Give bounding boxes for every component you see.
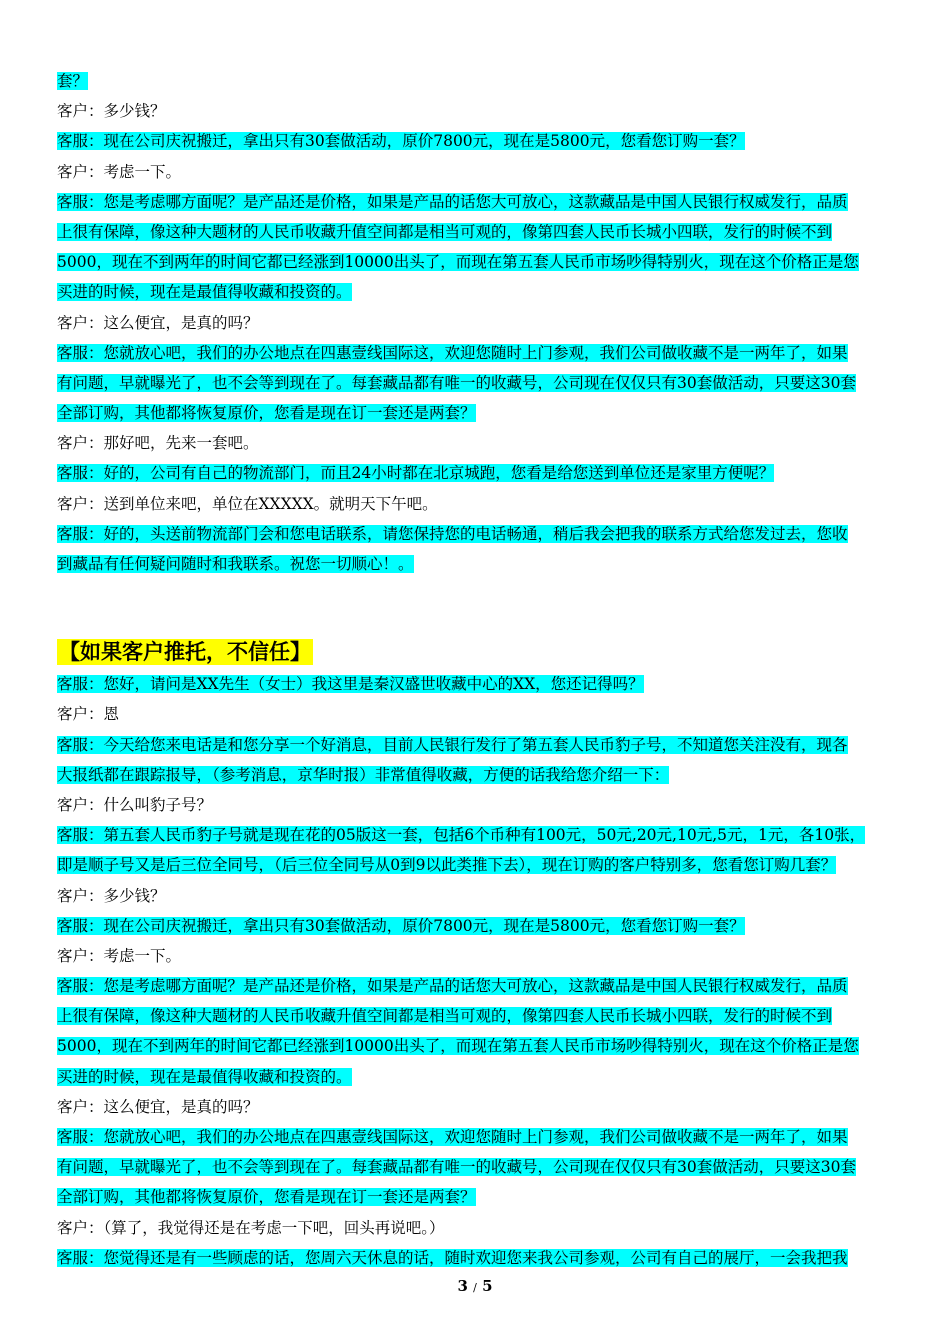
- service-line: [57, 669, 895, 699]
- line-text: 上很有保障，像这种大题材的人民币收藏升值空间都是相当可观的，像第四套人民币长城小四联，发行的时候不到: [57, 222, 833, 241]
- section-gap: [57, 579, 895, 637]
- line-text: 到藏品有任何疑问随时和我联系。祝您一切顺心！。: [57, 555, 414, 573]
- line-text: 客服：您是考虑哪方面呢？是产品还是价格，如果是产品的话您大可放心，这款藏品是中国人民银行权威发行，品质: [57, 977, 848, 996]
- line-text: 5000，现在不到两年的时间它都已经涨到10000出头了，而现在第五套人民币市场吵得特别火，现在这个价格正是您: [57, 1037, 859, 1056]
- line-text: 客服：现在公司庆祝搬迁，拿出只有30套做活动，原价7800元，现在是5800元，您看您订购一套？: [57, 916, 745, 935]
- customer-line: [57, 881, 895, 911]
- line-text: 客户：恩: [57, 705, 120, 724]
- section-heading-row: [57, 637, 895, 669]
- line-text: 客户：送到单位来吧，单位在XXXXX。就明天下午吧。: [57, 494, 438, 513]
- line-text: 客户：那好吧，先来一套吧。: [57, 434, 259, 453]
- service-line: [57, 1152, 895, 1182]
- dialogue-section-1: [57, 66, 895, 579]
- customer-line: [57, 96, 895, 126]
- current-page: 3: [457, 1277, 468, 1295]
- line-text: 客服：好的，头送前物流部门会和您电话联系，请您保持您的电话畅通，稍后我会把我的联系方式给您发过去，您收: [57, 524, 848, 543]
- dialogue-section-2: [57, 669, 895, 1273]
- line-text: 客服：第五套人民币豹子号就是现在花的05版这一套，包括6个币种有100元，50元,20元,10元,5元，1元，各10张，: [57, 826, 866, 845]
- customer-line: [57, 699, 895, 729]
- line-text: 客户：什么叫豹子号？: [57, 795, 213, 814]
- line-text: 客服：您就放心吧，我们的办公地点在四惠壹线国际这，欢迎您随时上门参观，我们公司做收藏不是一两年了，如果: [57, 343, 848, 362]
- line-text: 5000，现在不到两年的时间它都已经涨到10000出头了，而现在第五套人民币市场吵得特别火，现在这个价格正是您: [57, 253, 859, 272]
- service-line: [57, 1243, 895, 1273]
- service-line: [57, 277, 895, 307]
- service-line: [57, 519, 895, 549]
- line-text: 客服：好的，公司有自己的物流部门，而且24小时都在北京城跑，您看是给您送到单位还是家里方便呢？: [57, 464, 775, 483]
- service-line: [57, 1062, 895, 1092]
- service-line: [57, 760, 895, 790]
- service-line: [57, 1001, 895, 1031]
- service-line: [57, 850, 895, 880]
- line-text: 客户：这么便宜，是真的吗？: [57, 1097, 259, 1116]
- line-text: 客服：您觉得还是有一些顾虑的话，您周六天休息的话，随时欢迎您来我公司参观，公司有自己的展厅，一会我把我: [57, 1248, 848, 1267]
- service-line: [57, 1031, 895, 1061]
- service-line: [57, 398, 895, 428]
- line-text: 全部订购，其他都将恢复原价，您看是现在订一套还是两套？: [57, 1188, 476, 1207]
- line-text: 客户：多少钱？: [57, 886, 166, 905]
- total-pages: 5: [482, 1277, 493, 1295]
- line-text: 客户：（算了，我觉得还是在考虑一下吧，回头再说吧。）: [57, 1218, 445, 1237]
- line-text: 客户：多少钱？: [57, 102, 166, 121]
- customer-line: [57, 428, 895, 458]
- customer-line: [57, 308, 895, 338]
- customer-line: [57, 1092, 895, 1122]
- line-text: 买进的时候，现在是最值得收藏和投资的。: [57, 1067, 352, 1086]
- customer-line: [57, 941, 895, 971]
- line-text: 有问题，早就曝光了，也不会等到现在了。每套藏品都有唯一的收藏号，公司现在仅仅只有30套做活动，只要这30套: [57, 1158, 856, 1177]
- service-line: [57, 217, 895, 247]
- service-line: [57, 368, 895, 398]
- service-line: [57, 126, 895, 156]
- service-line: [57, 338, 895, 368]
- line-text: 即是顺子号又是后三位全同号，（后三位全同号从0到9以此类推下去），现在订购的客户特别多，您看您订购几套？: [57, 856, 837, 875]
- line-text: 客户：这么便宜，是真的吗？: [57, 313, 259, 332]
- customer-line: [57, 157, 895, 187]
- service-line: [57, 820, 895, 850]
- line-text: 有问题，早就曝光了，也不会等到现在了。每套藏品都有唯一的收藏号，公司现在仅仅只有30套做活动，只要这30套: [57, 373, 856, 392]
- service-line: [57, 1122, 895, 1152]
- customer-line: [57, 489, 895, 519]
- service-line: [57, 971, 895, 1001]
- service-line: [57, 549, 895, 579]
- page-number: [0, 1277, 950, 1295]
- document-body: [57, 66, 895, 1273]
- line-text: 买进的时候，现在是最值得收藏和投资的。: [57, 283, 352, 302]
- service-line: [57, 66, 895, 96]
- page-separator: /: [473, 1281, 477, 1294]
- service-line: [57, 1182, 895, 1212]
- customer-line: [57, 790, 895, 820]
- service-line: [57, 458, 895, 488]
- line-text: 客户：考虑一下。: [57, 946, 182, 965]
- line-text: 客服：今天给您来电话是和您分享一个好消息，目前人民银行发行了第五套人民币豹子号，不知道您关注没有，现各: [57, 735, 848, 754]
- service-line: [57, 187, 895, 217]
- line-text: 客服：您就放心吧，我们的办公地点在四惠壹线国际这，欢迎您随时上门参观，我们公司做收藏不是一两年了，如果: [57, 1128, 848, 1146]
- line-text: 套？: [57, 72, 89, 90]
- service-line: [57, 730, 895, 760]
- line-text: 客户：考虑一下。: [57, 162, 182, 181]
- line-text: 全部订购，其他都将恢复原价，您看是现在订一套还是两套？: [57, 404, 476, 423]
- line-text: 客服：您好，请问是XX先生（女士）我这里是秦汉盛世收藏中心的XX，您还记得吗？: [57, 675, 644, 694]
- line-text: 客服：您是考虑哪方面呢？是产品还是价格，如果是产品的话您大可放心，这款藏品是中国人民银行权威发行，品质: [57, 192, 848, 211]
- section-heading: 【如果客户推托，不信任】: [59, 640, 311, 665]
- line-text: 上很有保障，像这种大题材的人民币收藏升值空间都是相当可观的，像第四套人民币长城小四联，发行的时候不到: [57, 1007, 833, 1026]
- line-text: 客服：现在公司庆祝搬迁，拿出只有30套做活动，原价7800元，现在是5800元，您看您订购一套？: [57, 132, 745, 151]
- line-text: 大报纸都在跟踪报导，（参考消息，京华时报）非常值得收藏，方便的话我给您介绍一下：: [57, 765, 670, 784]
- service-line: [57, 911, 895, 941]
- customer-line: [57, 1213, 895, 1243]
- service-line: [57, 247, 895, 277]
